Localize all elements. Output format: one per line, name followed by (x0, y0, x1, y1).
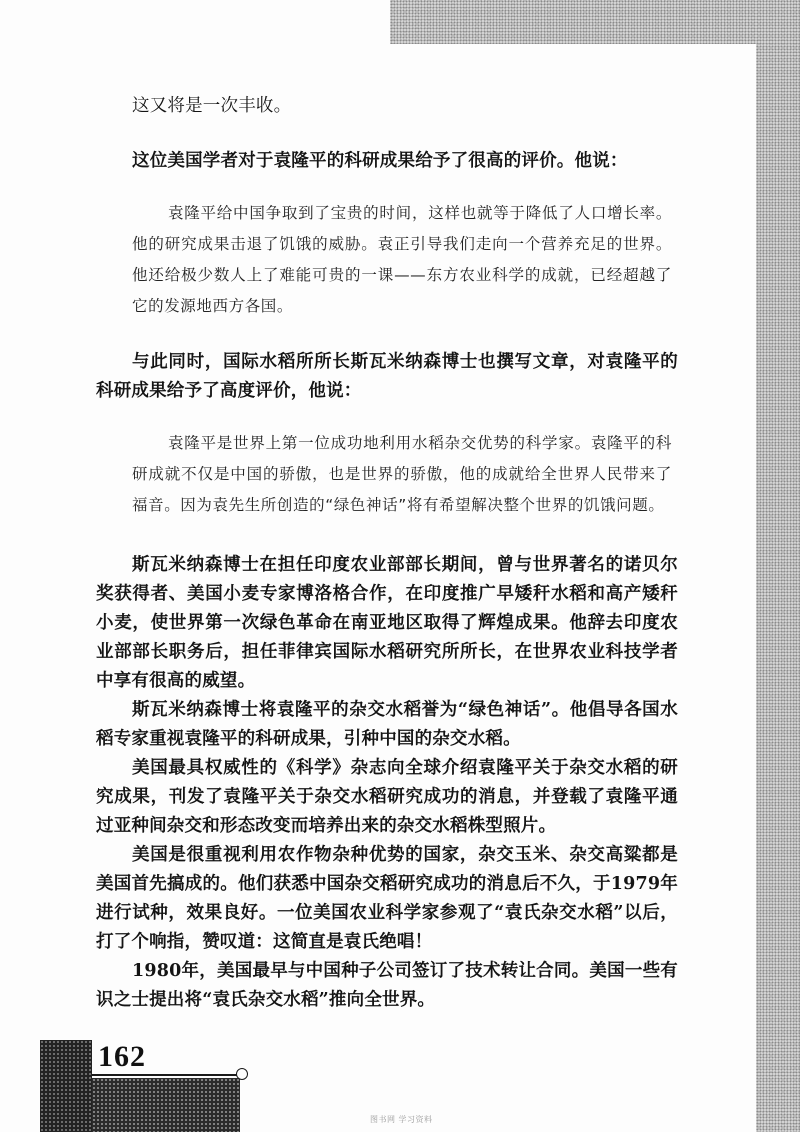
quote-2: 袁隆平是世界上第一位成功地利用水稻杂交优势的科学家。袁隆平的科研成就不仅是中国的骄傲，也是世界的骄傲，他的成就给全世界人民带来了福音。因为袁先生所创造的“绿色神话”将有希望解决整个世界的饥饿问题。 (132, 434, 672, 514)
paragraph-5: 斯瓦米纳森博士将袁隆平的杂交水稻誉为“绿色神话”。他倡导各国水稻专家重视袁隆平的科研成果，引种中国的杂交水稻。 (96, 700, 678, 749)
page-footer (40, 1040, 270, 1132)
watermark: 图书网 学习资料 (370, 1115, 433, 1124)
paragraph-2: 这位美国学者对于袁隆平的科研成果给予了很高的评价。他说： (132, 151, 628, 171)
page-body (96, 92, 678, 1015)
page-number: 162 (98, 1040, 146, 1073)
corner-top-halftone (390, 0, 800, 44)
paragraph-8: 1980年，美国最早与中国种子公司签订了技术转让合同。美国一些有识之士提出将“袁氏杂交水稻”推向全世界。 (96, 961, 678, 1010)
paragraph-4: 斯瓦米纳森博士在担任印度农业部部长期间，曾与世界著名的诺贝尔奖获得者、美国小麦专家博洛格合作，在印度推广早矮秆水稻和高产矮秆小麦，使世界第一次绿色革命在南亚地区取得了辉煌成果。他辞去印度农业部部长职务后，担任菲律宾国际水稻研究所所长，在世界农业科技学者中享有很高的威望。 (96, 555, 678, 691)
corner-right-halftone (756, 0, 800, 1132)
footer-circle-icon (236, 1068, 248, 1080)
corner-inner-cutout (436, 44, 756, 74)
quote-1: 袁隆平给中国争取到了宝贵的时间，这样也就等于降低了人口增长率。他的研究成果击退了饥饿的威胁。袁正引导我们走向一个营养充足的世界。他还给极少数人上了难能可贵的一课——东方农业科学的成就，已经超越了它的发源地西方各国。 (132, 204, 672, 315)
paragraph-1: 这又将是一次丰收。 (132, 96, 292, 116)
paragraph-7: 美国是很重视利用农作物杂种优势的国家，杂交玉米、杂交高粱都是美国首先搞成的。他们获悉中国杂交稻研究成功的消息后不久，于1979年进行试种，效果良好。一位美国农业科学家参观了“袁氏杂交水稻”以后，打了个响指，赞叹道：这简直是袁氏绝唱！ (96, 845, 678, 952)
paragraph-6: 美国最具权威性的《科学》杂志向全球介绍袁隆平关于杂交水稻的研究成果，刊发了袁隆平关于杂交水稻研究成功的消息，并登载了袁隆平通过亚种间杂交和形态改变而培养出来的杂交水稻株型照片。 (96, 758, 678, 836)
paragraph-3: 与此同时，国际水稻所所长斯瓦米纳森博士也撰写文章，对袁隆平的科研成果给予了高度评价，他说： (96, 352, 678, 401)
footer-halftone-block (40, 1040, 92, 1132)
